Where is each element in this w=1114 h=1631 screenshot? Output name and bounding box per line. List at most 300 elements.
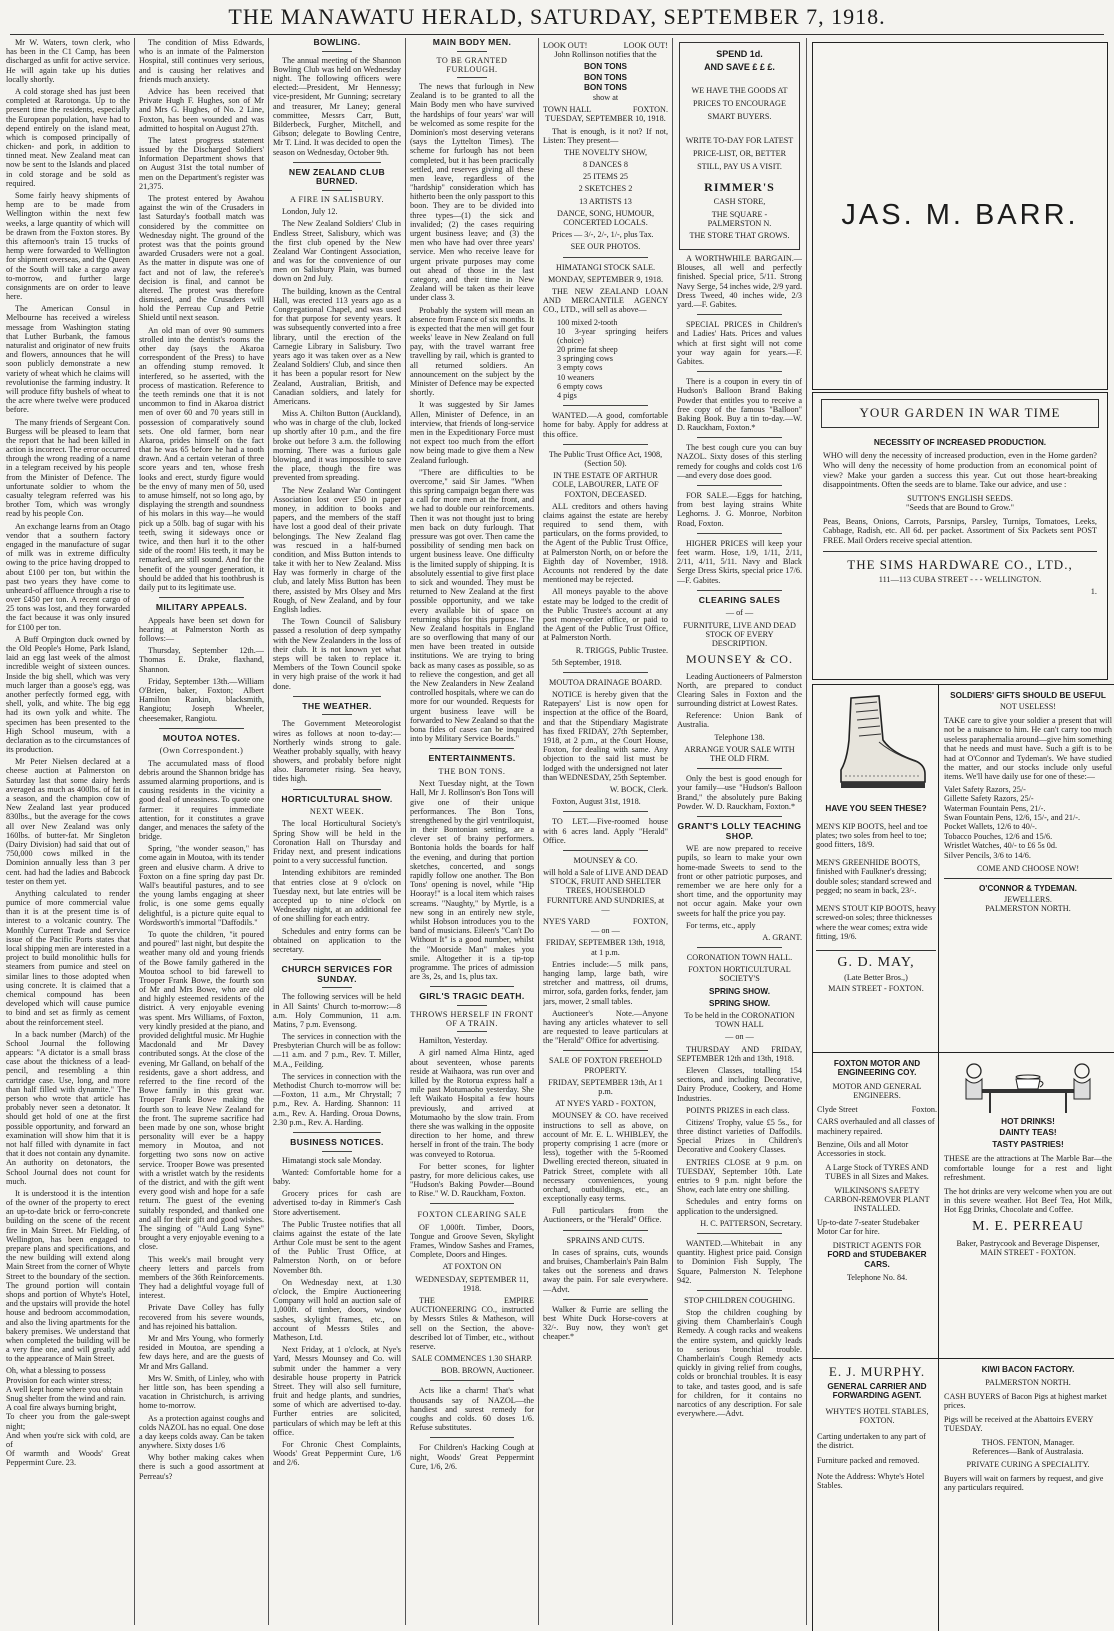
town-hall: TOWN HALL — [543, 105, 592, 115]
lolly-body: WE are now prepared to receive pupils, so learn to make your own home-made Sweets to send to the front or other patriotic purposes, and remember we are here only for a short time, and the opportunity may not occur again. Make your own sweets for half the price you pay. — [677, 844, 802, 918]
main-body-heading: MAIN BODY MEN. — [432, 38, 512, 47]
rimmers-ad — [679, 42, 800, 250]
estate-sign: R. TRIGGS, Public Trustee. — [575, 645, 668, 655]
grows-line: THE STORE THAT GROWS. — [689, 230, 790, 240]
news-paragraph: It is understood it is the intention of the owner of the property to erect an up-to-date brick or ferro-concrete building on the scene of the recent fire in Main Street. Mr Fielding, of Wellington, has been engaged to prepare plans and specifications, and the new building will extend along Main Street from the corner of Whyte Street to the boundary of the section. The ground portion will contain shops and portion of Whyte's Hotel, and the upstairs will provide the hotel house and bedroom accommodation, and also the living apartments for the bakery premises. We understand that when completed the building will be a very fine one, and will greatly add to the appearance of Main Street. — [6, 1188, 130, 1364]
save-line: AND SAVE £ £ £. — [704, 62, 775, 73]
moutoa-paragraph: This week's mail brought very cheery letters and parcels from members of the 36th Reinforcements. They had a delightful voyage full of interest. — [139, 1254, 264, 1301]
column-rule — [538, 38, 539, 1625]
main-body-paragraph: "There are difficulties to be overcome," said Sir James. "When this spring campaign began there was a call for more men at the front, and we had to double our reinforcements. Then it was not thought just to bring men back on duty furlough. That pressure was got over. Then came the possibility of sending men back on urgent business leave. One difficulty is the limited supply of shipping. It is absolutely essential to give first place to sick and wounded. They must be returned to New Zealand at the first possible opportunity, and we take every available bit of space on returning ships for this purpose. The New Zealand hospitals in England are so overflowing that many of our men have been treated in outside institutions. We are trying to bring back as many cases as possible, so as to relieve the congestion, and get all the New Zealanders in New Zealand controlled hospitals, where we can do more for our wounded. Requests for urgent business leave will be forwarded to New Zealand so that the bona fides of cases can be inquired into by Military Service Boards." — [410, 467, 534, 744]
may-sub: (Late Better Bros.,) — [844, 972, 908, 982]
mounsey-name: MOUNSEY & CO. — [686, 652, 793, 667]
column-3 — [273, 38, 401, 1627]
rimmer-name: RIMMER'S — [704, 179, 775, 194]
town-hall-row — [543, 105, 668, 114]
main-body-paragraph: It was suggested by Sir James Allen, Minister of Defence, in an interview, that friends of long-service men in the Expeditionary Force must not expect too much from the effort now being made to give them a New Zealand furlough. — [410, 400, 534, 465]
estate-body: ALL creditors and others having claims against the estate are hereby required to send them, with particulars, on the forms provided, to the Agent of the Public Trust Office, at Palmerston North, on or before the Eighth day of November, 1918. Accounts not rendered by the date mentioned may be rejected. — [543, 501, 668, 585]
separator — [697, 816, 782, 817]
bontons-3: BON TONS — [583, 82, 628, 92]
dash-rule — [457, 77, 487, 78]
nz-club-heading: NEW ZEALAND CLUB BURNED. — [288, 166, 386, 187]
girl-paragraph: For better scones, for lighter pastry, for more delicious cakes, use "Hudson's Baking Powder—Bound to Rise." W. D. Rauckham, Foxton. — [410, 1161, 534, 1199]
separator — [563, 405, 648, 406]
soldiers-come: COME AND CHOOSE NOW! — [976, 864, 1080, 874]
stock-item: 20 prime fat sheep — [557, 345, 618, 355]
nyes-yard: NYE'S YARD — [543, 917, 590, 926]
drainage-sign: W. BOCK, Clerk. — [609, 784, 668, 794]
lookout-right: LOOK OUT! — [623, 41, 668, 50]
church-paragraph: The following services will be held in All Saints' Church to-morrow:—8 a.m. Holy Communion, 11 a.m. Matins, 7 p.m. Evensong. — [273, 992, 401, 1029]
separator — [563, 850, 648, 851]
walker-ad: Walker & Furrie are selling the best White Duck Horse-covers at 32/-. Buy now, they won't get cheaper.* — [543, 1304, 668, 1342]
murphy-whytes: WHYTE'S HOTEL STABLES, FOXTON. — [825, 1406, 929, 1426]
separator — [697, 1290, 782, 1291]
news-paragraph: An exchange learns from an Otago vendor that a southern factory engaged in the manufacture of sugar of milk was in extreme difficulty owing to the price having dropped to about £100 per ton, but within the past two years they have come to unheard-of affluence through a rise to over £450 per ton. A recent cargo of 25 tons was lost, and they forwarded the fact because it was only insured for £100 per ton. — [6, 521, 130, 632]
kiwi-private: PRIVATE CURING A SPECIALITY. — [966, 1460, 1090, 1470]
oconnor-jewellers: JEWELLERS. — [1004, 895, 1052, 905]
freehold-at: AT NYE'S YARD - FOXTON, — [555, 1099, 656, 1109]
separator — [430, 1437, 514, 1438]
perreau-sub: Baker, Pastrycook and Beverage Dispenser, — [956, 1238, 1100, 1248]
item-1: 8 DANCES 8 — [582, 160, 629, 170]
entries-close: ENTRIES CLOSE at 9 p.m. on TUESDAY, September 10th. Late entries to 9 p.m. night before the Show, each late entry one shilling. — [677, 1157, 802, 1195]
separator — [430, 1203, 514, 1204]
dash-rule — [457, 51, 487, 52]
ents-sub: THE BON TONS. — [438, 766, 506, 776]
garden-list: Peas, Beans, Onions, Carrots, Parsnips, Parsley, Turnips, Tomatoes, Leeks, Cabbage, Radish, etc. All 6d. per packet. Assortment of Six Packets sent POST FREE. Mail Orders receive special attention. — [823, 516, 1097, 545]
girl-heading: GIRL'S TRAGIC DEATH. — [419, 991, 525, 1002]
moutoa-paragraph: The accumulated mass of flood debris around the Shannon bridge has assumed alarming proportions, and is causing residents in the vicinity a good deal of uneasiness. To quote one farmer: it requires immediate attention, for it constitutes a grave danger, and menaces the safety of the bridge. — [139, 758, 264, 842]
church-paragraph: The services in connection with the Presbyterian Church will be as follow:—11 a.m. and 7 p.m., Rev. T. Miller, M.A., Feilding. — [273, 1032, 401, 1069]
soldiers-body: TAKE care to give your soldier a present that will not be a nuisance to him. He can't carry too much useless paraphernalia around—give him something that he needs and must have. Such a gift is to be had at O'Connor and Tydeman's. We have studied the matter, and our stocks include only useful items. We'll have daily use for one of these:— — [944, 715, 1112, 782]
spend-line: SPEND 1d. — [716, 49, 763, 59]
moutoa-paragraph: To quote the children, "it poured and poured" last night, but despite the weather many old and young friends of the Bowe family gathered in the Moutoa school to bid farewell to Trooper Frank Bowe, the fourth son of Mr and Mrs Bowe, who are old and highly esteemed residents of the district. A very enjoyable evening was spent. Mrs Williams, of Foxton, very kindly presided at the piano, and provided delightful music. Mr Hughie Macdonald and Mr Davey contributed songs. At the close of the evening, Mr Galland, on behalf of the residents, gave a short address, and referred to the fine record of the Bowe family in this great war. Trooper Frank Bowe making the fourth son to leave New Zealand for the front. The supreme sacrifice had been made by one son, whose bright personality will ever be a happy memory in Moutoa, and not forgetting two sons now on active service. Trooper Bowe was presented with a wristlet watch by the residents of the district, and with the gift went every good wish and hope for a safe return. The guest of the evening suitably responded, and thanked one and all for their gift and good wishes. The singing of "Auld Lang Syne" brought a very enjoyable evening to a close. — [139, 929, 264, 1252]
column-5 — [543, 38, 668, 1627]
mounsey-heading: MOUNSEY & CO. — [573, 855, 638, 865]
himatangi-heading: HIMATANGI STOCK SALE. — [555, 262, 656, 272]
perreau-name: M. E. PERREAU — [972, 1218, 1084, 1234]
bowling-text: The annual meeting of the Shannon Bowling Club was held on Wednesday night. The following officers were elected:—President, Mr Hennessy; vice-president, Mr Gunning; secretary and treasurer, Mr Laney; general committee, Messrs Carr, Butt, Bilderbeck, Furgher, Mitchell, and Gibson; delegate to Bowling Centre, Mr T. Lind. It was decided to open the season on Wednesday, October 9th. — [273, 55, 401, 157]
himatangi-date: MONDAY, SEPTEMBER 9, 1918. — [547, 274, 664, 284]
moutoa-paragraph: As a protection against coughs and colds NAZOL has no equal. One dose a day keeps colds away. Can be taken anywhere. Sixty doses 1/6 — [139, 1413, 264, 1451]
separator — [697, 314, 782, 315]
special-ad: SPECIAL PRICES in Children's and Ladies' Hats. Prices and values which at first sight will not come your way again for years.—F. Gabites. — [677, 320, 802, 366]
barr-ad — [812, 42, 1108, 390]
column-rule — [134, 38, 135, 1625]
separator — [430, 748, 514, 749]
himatangi-body: THE NEW ZEALAND LOAN AND MERCANTILE AGENCY CO., LTD., will sell as above— — [543, 286, 668, 315]
murphy-furniture: Furniture packed and removed. — [817, 1456, 920, 1466]
church-heading: CHURCH SERVICES FOR SUNDAY. — [281, 964, 393, 984]
tuesday: TUESDAY, SEPTEMBER 10, 1918. — [545, 114, 666, 124]
drainage-body: NOTICE is hereby given that the Ratepayers' List is now open for inspection at the office of the Board, and that the Stipendiary Magistrate has fixed FRIDAY, 27th September, 1918, at 2 p.m., at the Court House, Foxton, for dealing with same. Any objection to the said list must be lodged with the undersigned not later than WEDNESDAY, 25th September. — [543, 690, 668, 782]
main-body-paragraph: Probably the system will mean an absence from France of six months. It is expected that the men will get four weeks' leave in New Zealand on full pay, with the travel warrant free travelling by rail, which is granted to all returned soldiers. An announcement on the subject by the Minister of Defence may be expected shortly. — [410, 305, 534, 398]
coronation-heading: CORONATION TOWN HALL. — [686, 953, 793, 963]
show-at: show at — [592, 92, 619, 102]
mounsey-friday: FRIDAY, SEPTEMBER 13th, 1918, at 1 p.m. — [545, 938, 666, 957]
photos-line: SEE OUR PHOTOS. — [570, 242, 641, 252]
held-line: To be held in the CORONATION TOWN HALL — [684, 1011, 795, 1030]
column-2-items — [139, 38, 264, 592]
kiwi-body: CASH BUYERS of Bacon Pigs at highest market prices. — [944, 1391, 1107, 1411]
clearing-sub: FURNITURE, LIVE AND DEAD STOCK OF EVERY DESCRIPTION. — [683, 620, 796, 648]
arrange: ARRANGE YOUR SALE WITH THE OLD FIRM. — [684, 744, 795, 764]
separator — [293, 789, 381, 790]
wanted-baby: WANTED.—A good, comfortable home for baby. Apply for address at this office. — [543, 411, 668, 439]
separator — [697, 1233, 782, 1234]
garden-title: YOUR GARDEN IN WAR TIME — [821, 399, 1099, 428]
stock-list — [543, 318, 668, 401]
hort-heading: HORTICULTURAL SHOW. — [281, 793, 393, 804]
news-paragraph: The protest entered by Awahou against the win of the Crusaders in last Saturday's football match was considered by the committee on Wednesday night. The ground of the protest was that the points ground awarded Crusaders were not a goal. As the matter in dispute was one of fact and not of law, the referee's decision is final, and cannot be altered. The protest was therefore dismissed, and the Crusaders will hold the Perreau Cup and Petrie Shield until next season. — [139, 194, 264, 323]
column-2 — [139, 38, 264, 1627]
cough-ad: The best cough cure you can buy NAZOL. Sixty doses of this sterling remedy for coughs and colds cost 1/6—and every dose does good. — [677, 443, 802, 480]
murphy-sub: GENERAL CARRIER AND FORWARDING AGENT. — [827, 1381, 927, 1401]
military-appeals-paragraph: Thursday, September 12th.—Thomas E. Drake, flaxhand, Shannon. — [139, 646, 264, 674]
motor-benzine: Benzine, Oils and all Motor Accessories in stock. — [817, 1139, 909, 1159]
hort-paragraph: Intending exhibitors are reminded that entries close at 9 o'clock on Tuesday next, but late entries will be accepted up to nine o'clock on Wednesday night, at an additional fee of one shilling for each entry. — [273, 868, 401, 924]
motor-heading: FOXTON MOTOR AND ENGINEERING COY. — [833, 1059, 921, 1078]
foxton-motor-ad — [812, 1052, 942, 1362]
boots-heading: HAVE YOU SEEN THESE? — [825, 804, 927, 813]
perreau-pastries: TASTY PASTRIES! — [992, 1139, 1064, 1149]
garden-seeds-sub: "Seeds that are Bound to Grow." — [905, 503, 1015, 513]
best-ad: Only the best is good enough for your family—use "Hudson's Balloon Brand," the absolutely pure Baking Powder. W. D. Rauckham, Foxton.* — [677, 774, 802, 811]
estate-heading: IN THE ESTATE OF ARTHUR COLE, LABOURER, LATE OF FOXTON, DECEASED. — [552, 471, 659, 499]
separator — [563, 672, 648, 673]
girl-sub: THROWS HERSELF IN FRONT OF A TRAIN. — [410, 1009, 534, 1029]
news-paragraph: Mr Peter Nielsen declared at a cheese auction at Palmerston on Saturday last that some dairy herds averaged as much as 400lbs. of fat in a season, and the champion cow of New Zealand last year produced 830lbs., but the average for the cows all over New Zealand was only 160lbs. of butter-fat. Mr Singleton (Dairy Division) had said that out of 750,000 cows milked in the Dominion annually less than 3 per cent. had had the ladies and Babcock tester on them yet. — [6, 757, 130, 886]
business-paragraph: On Wednesday next, at 1.30 o'clock, the Empire Auctioneering Company will hold an auction sale of 1,000ft. of timber, doors, window sashes, skylight frames, etc., on account of Messrs Stiles and Matheson, Ltd. — [273, 1277, 401, 1342]
freehold-full: Full particulars from the Auctioneers, or the "Herald" Office. — [543, 1206, 668, 1225]
gift-item: Valet Safety Razors, 25/- — [944, 784, 1026, 794]
weather-heading: THE WEATHER. — [302, 700, 372, 711]
separator — [293, 696, 381, 697]
sims-name: THE SIMS HARDWARE CO., LTD., — [847, 557, 1073, 573]
separator — [563, 811, 648, 812]
nazol-ad: Acts like a charm! That's what thousands say of NAZOL—the handiest and surest remedy for coughs and colds. 60 doses 1/6. Refuse substitutes. — [410, 1386, 534, 1433]
to-let: TO LET.—Five-roomed house with 6 acres land. Apply "Herald" Office. — [543, 817, 668, 845]
main-body-text — [410, 82, 534, 743]
kiwi-fenton: THOS. FENTON, Manager. — [981, 1437, 1075, 1447]
military-appeals-heading: MILITARY APPEALS. — [155, 602, 248, 613]
patterson: H. C. PATTERSON, Secretary. — [700, 1218, 802, 1228]
oconnor-address: PALMERSTON NORTH. — [985, 904, 1071, 914]
foxton-sale-sign: BOB. BROWN, Auctioneer. — [440, 1366, 534, 1376]
garden-seeds: SUTTON'S ENGLISH SEEDS. — [907, 493, 1013, 503]
foxton-sale-at: AT FOXTON ON — [442, 1262, 502, 1272]
hort-sub: NEXT WEEK. — [309, 807, 365, 817]
column-1 — [6, 38, 130, 1627]
separator — [430, 1380, 514, 1381]
mounsey-body-2: Leading Auctioneers of Palmerston North, are prepared to conduct Clearing Sales in Foxton and the surrounding district at Lowest Rates. — [677, 671, 802, 709]
perreau-drinks: HOT DRINKS! — [1001, 1117, 1055, 1126]
lolly-terms: For terms, etc., apply — [686, 920, 756, 930]
murphy-name: E. J. MURPHY. — [828, 1364, 926, 1379]
dance-line: DANCE, SONG, HUMOUR, CONCERTED LOCALS. — [556, 208, 655, 227]
drainage-date: Foxton, August 31st, 1918. — [552, 797, 641, 807]
drainage-heading: MOUTOA DRAINAGE BOARD. — [549, 677, 662, 687]
news-paragraph: The latest progress statement issued by the Discharged Soldiers' Information Department shows that on August 31st the total number of men on the Department's register was 21,375. — [139, 135, 264, 191]
nz-club-paragraph: The New Zealand War Contingent Association lost over £50 in paper money, in addition to books and papers, and the members of the staff have lost a good deal of their private belongings. The New Zealand flag was rescued in a half-burned condition, and Miss Button intends to take it with her to New Zealand. Miss Hay was formerly in charge of the club, and lately Miss Button has been there, assisted by Mrs Olsey and Mrs Rough, of New Zealand, and by four English ladies. — [273, 485, 401, 614]
motor-tel: Telephone No. 84. — [846, 1273, 908, 1283]
auctioneer-note: Auctioneer's Note.—Anyone having any articles whatever to sell are requested to leave particulars at the "Herald" Office for advertising. — [543, 1008, 668, 1046]
nz-club-body — [273, 207, 401, 691]
garden-sub: NECESSITY OF INCREASED PRODUCTION. — [873, 436, 1047, 447]
garden-ad — [812, 392, 1108, 680]
moutoa-paragraph: Private Dave Colley has fully recovered from his severe wounds, and has rejoined his battalion. — [139, 1303, 264, 1331]
separator — [697, 947, 782, 948]
may-name: G. D. MAY, — [837, 954, 915, 970]
separator — [293, 1132, 381, 1133]
rollinson-notice: John Rollinson notifies that the — [554, 50, 657, 60]
clearing-heading: CLEARING SALES — [698, 594, 781, 605]
estate-date: 5th September, 1918. — [552, 657, 622, 667]
military-appeals-body — [139, 616, 264, 723]
column-6 — [677, 38, 802, 1627]
girl-paragraph: Hamilton, Yesterday. — [419, 1036, 488, 1046]
spring-show: SPRING SHOW. — [709, 986, 770, 996]
lookout-left: LOOK OUT! — [543, 41, 588, 50]
motor-tyres: A Large Stock of TYRES AND TUBES in all Sizes and Makes. — [825, 1162, 929, 1182]
nyes-foxton: FOXTON, — [632, 917, 668, 926]
stock-item: 100 mixed 2-tooth — [557, 317, 618, 327]
news-paragraph: Advice has been received that Private Hugh F. Hughes, son of Mr and Mrs G. Hughes, of No. 2 Line, Foxton, has been wounded and was admitted to hospital on August 27th. — [139, 86, 264, 133]
separator — [293, 162, 381, 163]
foxton-hort: FOXTON HORTICULTURAL SOCIETY'S — [688, 965, 791, 984]
business-body — [273, 1156, 401, 1468]
stock-item: 10 3-year springing heifers (choice) — [557, 326, 668, 345]
stock-item: 3 empty cows — [557, 363, 603, 373]
nyes-row — [543, 917, 668, 926]
boot-icon — [821, 690, 931, 800]
telephone: Telephone 138. — [714, 732, 765, 742]
soldiers-heading: SOLDIERS' GIFTS SHOULD BE USEFUL — [950, 691, 1106, 700]
hort-body — [273, 819, 401, 954]
soldiers-gifts-ad — [938, 684, 1114, 1056]
gift-item: Tobacco Pouches, 12/6 and 15/6. — [944, 831, 1053, 841]
sprains-body: In cases of sprains, cuts, wounds and bruises, Chamberlain's Pain Balm takes out the soreness and draws away the pain. For sale everywhere.—Advt. — [543, 1247, 668, 1294]
separator — [563, 1299, 648, 1300]
clearing-of: — of — — [725, 608, 754, 618]
coughing-body: Stop the children coughing by giving them Chamberlain's Cough Remedy. A cough racks and weakens the entire system, and quickly leads to serious bronchial trouble. Chamberlain's Cough Remedy acts quickly in giving relief from coughs, colds or bronchial troubles. It is easy to take, and tastes good, and is safe for children, for it contains no narcotics of any description. For sale everywhere.—Advt. — [677, 1308, 802, 1419]
news-paragraph: A cold storage shed has just been completed at Rarotonga. Up to the present time the residents, especially the European population, have had to depend entirely on the island meat, which is composed principally of chicken- and pork, in addition to tinned meat. New Zealand meat can now be sent to the Islands and placed in cold storage and be sold as required. — [6, 86, 130, 188]
news-paragraph: The condition of Miss Edwards, who is an inmate of the Palmerston Hospital, still continues very serious, and is causing her relatives and friends much anxiety. — [139, 38, 264, 84]
news-paragraph: The many friends of Sergeant Con. Burgess will be pleased to learn that the report that he had been killed in action is incorrect. The error occurred through the wrong reading of a name in a telegram received by his people from the Minister of Defence. The unfortunate soldier to whom the casualty telegram referred was his brother Tom, which was wrongly read by his people Con. — [6, 417, 130, 519]
murphy-carting: Carting undertaken to any part of the district. — [817, 1431, 926, 1451]
main-body-paragraph: The news that furlough in New Zealand is to be granted to all the Main Body men who have survived the hardships of four years' war will be welcomed as some respite for the Dominion's most deserving veterans (says the Lyttelton Times). The scheme for furlough has not been completed, but it has been practically settled, and reserves giving all these men leave, regardless of the "hardship" consideration which has hitherto been the only passport to this boon. They are to be divided into three types—(1) the sick and invalided; (2) the cases requiring urgent business leave; and (3) the men who have had over three years' service. Men who receive leave for urgent private purposes may come out ahead of those in the last category, and their time in New Zealand will be taken as their leave under class 3. — [410, 82, 534, 303]
moutoa-heading: MOUTOA NOTES. — [162, 732, 241, 743]
reference: Reference: Union Bank of Australia. — [677, 711, 802, 730]
perreau-body-2: The hot drinks are very welcome when you are out in this severe weather. Hot Beef Tea, Hot Milk, Hot Egg Drinks, Chocolate and Coffee. — [944, 1186, 1112, 1215]
lolly-heading: GRANT'S LOLLY TEACHING SHOP. — [677, 820, 802, 841]
perreau-ad — [938, 1052, 1114, 1362]
kiwi-buyers: Buyers will wait on farmers by request, and give any particulars required. — [944, 1473, 1104, 1493]
gift-item: Waterman Fountain Pens, 21/-. — [944, 803, 1046, 813]
news-paragraph: An old man of over 90 summers strolled into the dentist's rooms the other day (says the Akaroa correspondent of the Press) to have an offending stump removed. It interfered, so he asserted, with the process of mastication. Reference to the teeth reminds one that it is not uncommon to find in Akaroa district men of over 60 and 70 years still in possession of comparatively sound sets. One old farmer, born near Akaroa, prides himself on the fact that he was 65 before he had a tooth drawn. And a certain veteran of three score years and ten, whose fresh looks and erect, sturdy figure would be the envy of many men of 50, used to amuse himself, not so long ago, by displaying the strength and soundness of his molars in this way—he would pick up a 50lb. bag of sugar with his teeth, swing it sideways once or twice, and then hurl it to the other side of the room! His teeth, it may be remarked, are still sound. And for the benefit of the younger generation, it should be added that his toothbrush is daily put to its legitimate use. — [139, 325, 264, 592]
main-body-sub: TO BE GRANTED FURLOUGH. — [436, 55, 508, 74]
whitebait-ad: WANTED.—Whitebait in any quantity. Highest price paid. Consign to Dominion Fish Supply, The Square, Palmerston N. Telephone 942. — [677, 1238, 802, 1285]
separator — [697, 437, 782, 438]
nz-club-paragraph: The building, known as the Central Hall, was erected 113 years ago as a Congregational Chapel, and was used for that purpose for seventy years. It was subsequently converted into a free library, until the erection of the Carnegie Library in Salisbury. Two years ago it was taken over as a New Zealand Soldiers' Club, and since then it has been a popular resort for New Zealand, Australian, British, and Canadian soldiers, and lately for Americans. — [273, 286, 401, 406]
separator — [697, 533, 782, 534]
dash-rule — [322, 1151, 352, 1152]
dash-rule — [457, 1031, 487, 1032]
boot-item: MEN'S STOUT KIP BOOTS, heavy screwed-on soles; three thicknesses where the wear comes; extra wide fitting, 19/6. — [816, 903, 936, 942]
perreau-address: MAIN STREET - FOXTON. — [980, 1248, 1076, 1258]
boots-ad — [812, 684, 940, 1054]
column-4 — [410, 38, 534, 1627]
write-line: WRITE TO-DAY FOR LATEST PRICE-LIST, OR, BETTER STILL, PAY US A VISIT. — [685, 135, 794, 171]
boot-item: MEN'S KIP BOOTS, heel and toe plates; two soles from heel to toe; good fitters, 18/9. — [816, 821, 928, 850]
church-body — [273, 992, 401, 1127]
classes: Eleven Classes, totalling 154 sections, and including Decorative, Dairy Produce, Cookery, and Home Industries. — [677, 1065, 802, 1103]
news-paragraph: Mr W. Waters, town clerk, who has been in the C1 Camp, has been discharged as unfit for active service. He will again take up his duties locally shortly. — [6, 38, 130, 84]
foxton-sale-date: WEDNESDAY, SEPTEMBER 11, 1918. — [415, 1274, 529, 1293]
nz-club-paragraph: Miss A. Chilton Button (Auckland), who was in charge of the club, locked up shortly after 10 p.m., and the fire broke out before 3 a.m. the following morning. There was a furious gale blowing, and it was impossible to save the place, though the fire was prevented from spreading. — [273, 409, 401, 483]
business-paragraph: Himatangi stock sale Monday. — [282, 1155, 382, 1165]
motor-wilkinson: WILKINSON'S SAFETY CARBON-REMOVER PLANT INSTALLED. — [824, 1185, 930, 1214]
business-paragraph: Grocery prices for cash are advertised to-day in Rimmer's Cash Store advertisement. — [273, 1189, 401, 1217]
nz-club-paragraph: London, July 12. — [282, 207, 338, 217]
motor-sub: MOTOR AND GENERAL ENGINEERS. — [832, 1081, 922, 1101]
bontons-1: BON TONS — [583, 62, 628, 72]
mounsey-entries: Entries include:—5 milk pans, hanging lamp, large bath, wire stretcher and mattress, oil drums, mirror, sofa, garden forks, fender, jam jars, mower, 2 small tables. — [543, 959, 668, 1006]
gift-item: Wristlet Watches, 40/- to £6 5s 0d. — [944, 841, 1058, 851]
held-on: — on — — [725, 1032, 754, 1042]
separator — [563, 1230, 648, 1231]
business-paragraph: For Chronic Chest Complaints, Woods' Great Peppermint Cure, 1/6 and 2/6. — [273, 1440, 401, 1468]
perreau-body: THESE are the attractions at The Marble Bar—the comfortable lounge for a rest and light refreshment. — [944, 1154, 1112, 1183]
foxton-sale-body: THE EMPIRE AUCTIONEERING CO., instructed by Messrs Stiles & Matheson, will sell on the Section, the above-described lot of Timber, etc., without reserve. — [410, 1295, 534, 1351]
ents-heading: ENTERTAINMENTS. — [428, 753, 516, 764]
murphy-ad — [812, 1358, 942, 1631]
oconnor-name: O'CONNOR & TYDEMAN. — [979, 883, 1077, 893]
estate-body-2: All moneys payable to the above estate may be lodged to the credit of the Public Trustee's account at any post money-order office, or paid to the Agent of the Public Trust Office, at Palmerston North. — [543, 587, 668, 643]
kiwi-heading: KIWI BACON FACTORY. — [981, 1365, 1075, 1374]
boot-item: MEN'S GREENHIDE BOOTS, finished with Faulkner's dressing; double soles; standard screwed and pegged; no seam in back, 23/-. — [816, 858, 932, 896]
kiwi-body-2: Pigs will be received at the Abattoirs EVERY TUESDAY. — [944, 1414, 1094, 1434]
separator — [697, 590, 782, 591]
barr-name: JAS. M. BARR. — [841, 199, 1079, 232]
coupon-ad: There is a coupon in every tin of Hudson's Balloon Brand Baking Powder that entitles you to receive a free copy of the famous "Balloon" Baking Book. Buy a tin to-day.—W. D. Rauckham, Foxton.* — [677, 377, 802, 433]
dash-rule — [322, 987, 352, 988]
separator — [563, 257, 648, 258]
news-paragraph: Anything calculated to render pumice of more commercial value than it is at the present time is of interest to a volcanic country. The Monthly Current Trade and Service issue of the Pacific Ports states that local shipping men are interested in a project to build monolithic hulls for steamers from pumice and steel on similar lines to those adopted when using concrete. It is claimed that a chemical compound has been developed which will cause pumice to bind and set as firmly as cement about the reinforcement steel. — [6, 888, 130, 1027]
moutoa-paragraph: Mr and Mrs Young, who formerly resided in Moutoa, are spending a few days here, and are the guests of Mr and Mrs Galland. — [139, 1334, 264, 1371]
ents-text: Next Tuesday night, at the Town Hall, Mr J. Rollinson's Bon Tons will give one of their unique performances. The Bon Tons, strengthened by the girl ventriloquist, in their Bontonian setting, are a clever set of brainy performers. Bontonia holds the boards for half the evening, and during that portion sketches, concerted, and songs rapidly follow one another. The Bon Tons' opening is novel, while "Hip Hooray!" is a local item which raises screams. "Naughty," by Myrtle, is a new song in an entirely new style, whilst Hobson introduces you to the band of musicians. Eileen's "Can't Do Without It" is a good number, whilst the "Moorside Man" makes you smile. Altogether it is a tip-top programme. The prices of admission are 3s, 2s, and 1s, plus tax. — [410, 779, 534, 982]
weather-text: The Government Meteorologist wires as follows at noon to-day:—Northerly winds strong to gale. Weather probably squally, with heavy showers, and probably before night also. Barometer rising. Sea heavy, tides high. — [273, 719, 401, 784]
murphy-address: Note the Address: Whyte's Hotel Stables. — [817, 1471, 925, 1491]
stock-item: 3 springing cows — [557, 354, 613, 364]
separator — [697, 768, 782, 769]
gift-item: Silver Pencils, 3/6 to 14/6. — [944, 850, 1031, 860]
mounsey-body: will hold a Sale of LIVE AND DEAD STOCK, FRUIT AND SHELTER TREES, HOUSEHOLD FURNITURE AND SUNDRIES, at — — [543, 868, 668, 914]
moutoa-paragraph: Mrs W. Smith, of Linley, who with her little son, has been spending a vacation in Christchurch, is arriving home to-morrow. — [139, 1373, 264, 1411]
sims-address: 111—113 CUBA STREET - - - WELLINGTON. — [878, 575, 1042, 585]
dash-rule — [322, 190, 352, 191]
hose-ad: HIGHER PRICES will keep your feet warm. Hose, 1/9, 1/11, 2/11, 2/11, 4/11, 5/11. Navy and Black Serge Dress Skirts, special price 17/6.—F. Gabites. — [677, 538, 802, 585]
foxton-sale-heading: FOXTON CLEARING SALE — [417, 1210, 527, 1220]
dash-rule — [457, 1005, 487, 1006]
column-rule — [405, 38, 406, 1625]
town-hall-foxton: FOXTON. — [632, 105, 668, 115]
news-paragraph: In a back number (March) of the School Journal the following appears: "A dictator is a small brass case about the thickness of a lead-pencil, and resembling a thin cartridge case. Use, long, and more than half filled with dynamite." The person who wrote that article has probably never seen a detonator. It should get hold of one at the first possible opportunity, and forward an examination will show him that it is not half filled with dynamite in fact that it does not contain any dynamite. An authority on detonators, the School Journal does not count for much. — [6, 1029, 130, 1186]
freehold-date: FRIDAY, SEPTEMBER 13th, At 1 p.m. — [548, 1077, 663, 1096]
points: POINTS PRIZES in each class. — [686, 1105, 790, 1115]
foxton-sale-commence: SALE COMMENCES 1.30 SHARP. — [411, 1354, 533, 1364]
separator — [563, 1050, 648, 1051]
girl-paragraph: A girl named Alma Hintz, aged about seventeen, whose parents reside at Waihaora, was run over and killed by the Rotorua express half a mile past Motumaoho yesterday. She left Waikato Hospital a few hours previously, and arrived at Motumaoho by the slow train. From there she was walking in the opposite direction to her home, and threw herself in front of the train. The body was conveyed to Rotorua. — [410, 1048, 534, 1159]
news-paragraph: Oh, what a blessing to possess Provision for each winter stress; A well kept home where you obtain Snug shelter from the wind and rain. A coal fire always burning bright, To cheer you from the gale-swept night; And when you're sick with cold, are of Of warmth and Woods' Great Peppermint Cure. 23. — [6, 1366, 130, 1468]
freehold-heading: SALE OF FOXTON FREEHOLD PROPERTY. — [549, 1056, 662, 1075]
boots-items — [816, 822, 936, 942]
church-paragraph: The services in connection with the Methodist Church to-morrow will be:—Foxton, 11 a.m., Mr Chrystall; 7 p.m., Rev. A. Harding. Shannon: 11 a.m., Rev. A. Harding. Oroua Downs, 2.30 p.m., Rev. A. Harding. — [273, 1071, 401, 1127]
foxton-sale-text: OF 1,000ft. Timber, Doors, Tongue and Groove Seven, Skylight Frames, Window Sashes and Frames, Complete, Doors and Hinges. — [410, 1222, 534, 1260]
sims-num: 1. — [1090, 586, 1097, 596]
motor-street: Clyde Street — [817, 1104, 858, 1114]
stock-item: 4 pigs — [557, 391, 577, 400]
moutoa-sub: (Own Correspondent.) — [159, 746, 244, 756]
motor-uptodate: Up-to-date 7-seater Studebaker Motor Car for hire. — [817, 1217, 920, 1237]
stock-item: 6 empty cows — [557, 381, 603, 391]
show-dates: THURSDAY AND FRIDAY, SEPTEMBER 12th and 13th, 1918. — [677, 1044, 802, 1063]
prices-line: Prices — 3/-, 2/-, 1/-, plus Tax. — [552, 230, 654, 240]
nz-club-paragraph: The Town Council of Salisbury passed a resolution of deep sympathy with the New Zealanders in the loss of their club. It is not known yet what steps will be taken to replace it. Members of the Town Council spoke in very high praise of the work it had done. — [273, 617, 401, 691]
column-rule — [806, 38, 807, 1625]
spring-show-2: SPRING SHOW. — [709, 998, 770, 1008]
public-trust-act: The Public Trust Office Act, 1908, (Section 50). — [548, 449, 663, 468]
motor-agents: DISTRICT AGENTS FOR — [832, 1240, 922, 1250]
separator — [430, 986, 514, 987]
girl-body — [410, 1036, 534, 1198]
masthead-rule — [10, 34, 1104, 35]
motor-town: Foxton. — [911, 1104, 937, 1114]
mounsey-on: — on — — [591, 926, 620, 936]
garden-body: WHO will deny the necessity of increased production, even in the Home garden? Who will deny the necessity of home production from an economical point of view? Make your garden a success this year. Cut out those heart-breaking disappointments. Often the seeds are to blame. Take our advice, and use : — [823, 451, 1097, 490]
kiwi-refs: References—Bank of Australasia. — [972, 1446, 1084, 1456]
moutoa-paragraph: Spring, "the wonder season," has come again in Moutoa, with its tender green and elusive charm. A drive to Foxton on a fine spring day past Dr. Wall's beautiful pastures, and to see the young lambs engaging at sheer frolic, is one some gems equally delightful, is a picture quite equal to Wordsworth's immortal "Daffodils." — [139, 844, 264, 927]
separator — [159, 597, 244, 598]
goods-line: WE HAVE THE GOODS AT PRICES TO ENCOURAGE SMART BUYERS. — [691, 86, 788, 122]
business-heading: BUSINESS NOTICES. — [290, 1136, 384, 1147]
square-line: THE SQUARE - PALMERSTON N. — [707, 209, 772, 228]
business-paragraph: Next Friday, at 1 o'clock, at Nye's Yard, Messrs Mounsey and Co. will submit under the hammer a very desirable house property in Patrick Street. They will also sell furniture, fruit and hedge plants, and sundries, some of which are advertised to-day. Further entries are solicited, particulars of which may be left at this office. — [273, 1345, 401, 1437]
tea-table-icon — [950, 1057, 1106, 1115]
bontons-2: BON TONS — [583, 72, 628, 82]
business-paragraph: Wanted: Comfortable home for a baby. — [273, 1167, 401, 1186]
dash-rule — [322, 714, 352, 715]
sprains-heading: SPRAINS AND CUTS. — [566, 1235, 645, 1245]
soldiers-not: NOT USELESS! — [999, 702, 1057, 712]
kiwi-bacon-ad — [938, 1358, 1114, 1631]
lolly-sign: A. GRANT. — [762, 932, 802, 942]
gift-item: Pocket Wallets, 12/6 to 40/-. — [944, 822, 1037, 832]
perreau-teas: DAINTY TEAS! — [999, 1128, 1057, 1138]
enough: That is enough, is it not? If not, Listen: They present— — [543, 126, 668, 145]
hort-paragraph: Schedules and entry forms can be obtained on application to the secretary. — [273, 926, 401, 954]
nz-club-paragraph: The New Zealand Soldiers' Club in Endless Street, Salisbury, which was the first club opened by the New Zealand War Contingent Association, and was for the convenience of our men on Salisbury Plain, was burned down on 2nd July. — [273, 219, 401, 284]
item-2: 25 ITEMS 25 — [582, 172, 629, 182]
item-3: 2 SKETCHES 2 — [578, 184, 633, 194]
news-paragraph: The American Consul in Melbourne has received a wireless message from Washington stating that Luther Burbank, the famous naturalist and originator of new fruits and flowers, announces that he will soon publicly demonstrate a new variety of wheat which he claims will revolutionise the farming industry. It will produce fifty bushels of wheat to the acre where twelve were produced before. — [6, 304, 130, 415]
moutoa-body — [139, 759, 264, 1481]
separator — [293, 959, 381, 960]
gift-item: Gillette Safety Razors, 25/- — [944, 794, 1034, 804]
military-appeals-paragraph: Appeals have been set down for hearing at Palmerston North as follows:— — [139, 615, 264, 644]
bargain-ad: A WORTHWHILE BARGAIN.—Blouses, all well and perfectly finished. Special price, 5/11. Strong Navy Serge, 54 inches wide, 2/9 yard. Dress Tweed, 40 inches wide, 2/3 yard.—F. Gabites. — [677, 254, 802, 310]
separator — [563, 444, 648, 445]
